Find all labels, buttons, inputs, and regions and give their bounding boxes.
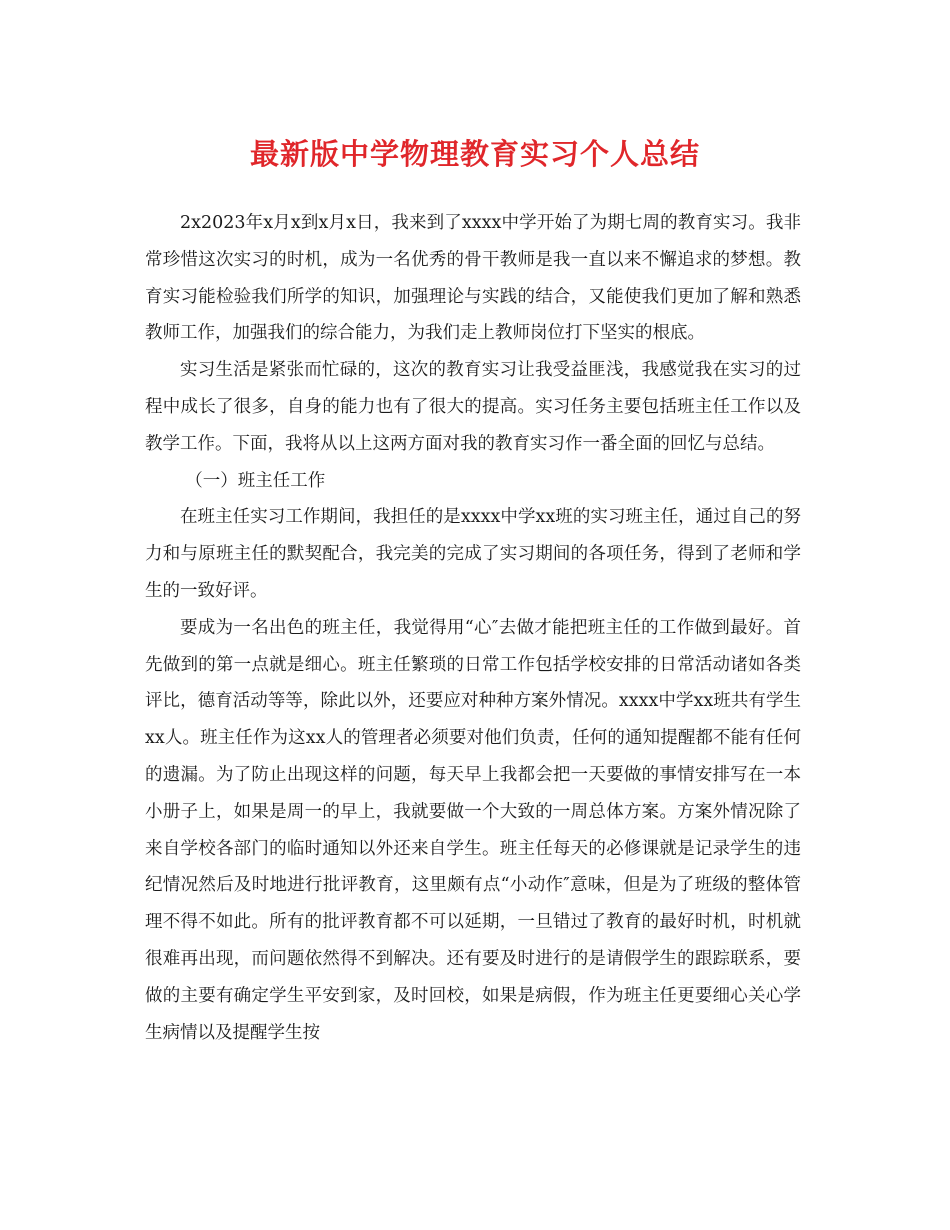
- section-heading: （一）班主任工作: [185, 470, 326, 491]
- paragraph-intro: 2x2023年x月x到x月x日，我来到了xxxx中学开始了为期七周的教育实习。我非常珍惜这次实习的时机，成为一名优秀的骨干教师是我一直以来不懈追求的梦想。教育实习能检验我们所学的知识，加强理论与实践的结合，又能使我们更加了解和熟悉教师工作，加强我们的综合能力，为我们走上教师岗位打下坚实的根底。: [145, 213, 801, 344]
- document-title: 最新版中学物理教育实习个人总结: [249, 137, 700, 171]
- paragraph-class-teacher: 在班主任实习工作期间，我担任的是xxxx中学xx班的实习班主任，通过自己的努力和与原班主任的默契配合，我完美的完成了实习期间的各项任务，得到了老师和学生的一致好评。: [145, 507, 801, 601]
- document-body: [145, 205, 801, 1051]
- paragraph-overview: 实习生活是紧张而忙碌的，这次的教育实习让我受益匪浅，我感觉我在实习的过程中成长了很多，自身的能力也有了很大的提高。实习任务主要包括班主任工作以及教学工作。下面，我将从以上这两方面对我的教育实习作一番全面的回忆与总结。: [145, 360, 801, 454]
- paragraph-attentiveness: 要成为一名出色的班主任，我觉得用“心″去做才能把班主任的工作做到最好。首先做到的第一点就是细心。班主任繁琐的日常工作包括学校安排的日常活动诸如各类评比，德育活动等等，除此以外，还要应对种种方案外情况。xxxx中学xx班共有学生xx人。班主任作为这xx人的管理者必须要对他们负责，任何的通知提醒都不能有任何的遗漏。为了防止出现这样的问题，每天早上我都会把一天要做的事情安排写在一本小册子上，如果是周一的早上，我就要做一个大致的一周总体方案。方案外情况除了来自学校各部门的临时通知以外还来自学生。班主任每天的必修课就是记录学生的违纪情况然后及时地进行批评教育，这里颇有点“小动作″意味，但是为了班级的整体管理不得不如此。所有的批评教育都不可以延期，一旦错过了教育的最好时机，时机就很难再出现，而问题依然得不到解决。还有要及时进行的是请假学生的跟踪联系，要做的主要有确定学生平安到家，及时回校，如果是病假，作为班主任更要细心关心学生病情以及提醒学生按: [145, 617, 801, 1043]
